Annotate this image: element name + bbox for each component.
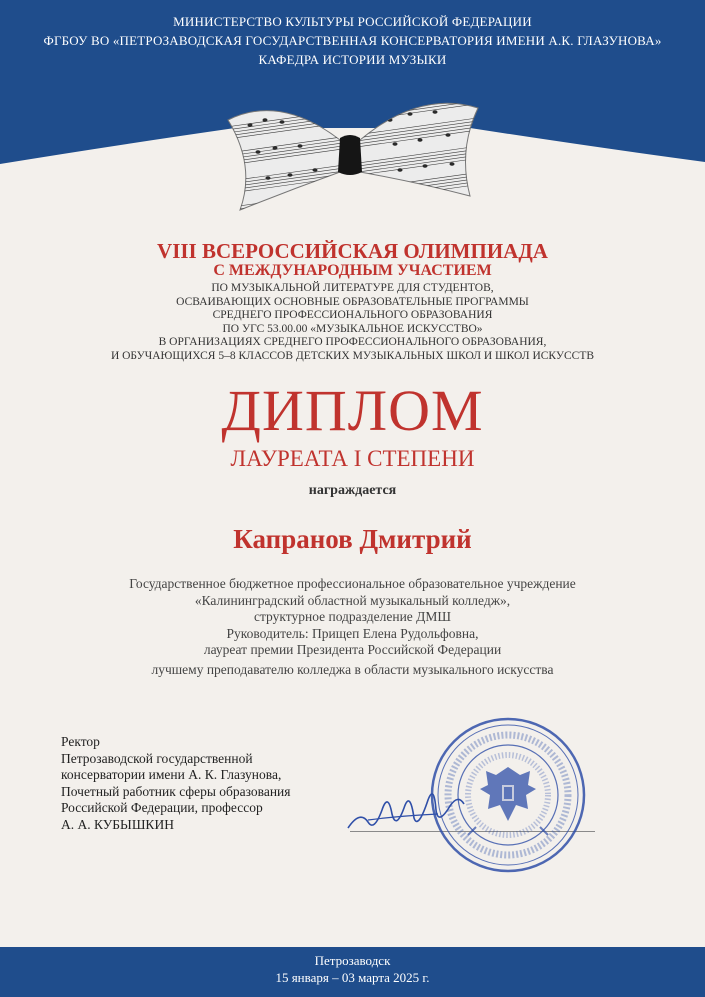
header-text bbox=[0, 12, 705, 69]
signature-icon bbox=[338, 770, 478, 840]
footer-city: Петрозаводск bbox=[314, 953, 391, 968]
description-line: ПО УГС 53.00.00 «МУЗЫКАЛЬНОЕ ИСКУССТВО» bbox=[222, 322, 483, 335]
institution-line: лучшему преподавателю колледжа в области музыкального искусства bbox=[151, 661, 554, 677]
institution-line: лауреат премии Президента Российской Федерации bbox=[203, 642, 502, 658]
ministry-line: МИНИСТЕРСТВО КУЛЬТУРЫ РОССИЙСКОЙ ФЕДЕРАЦИИ bbox=[173, 14, 532, 29]
description-line: В ОРГАНИЗАЦИЯХ СРЕДНЕГО ПРОФЕССИОНАЛЬНОГО ОБРАЗОВАНИЯ, bbox=[158, 336, 547, 349]
signer-line: А. А. КУБЫШКИН bbox=[61, 816, 174, 832]
institution-line: Руководитель: Прищеп Елена Рудольфовна, bbox=[226, 625, 479, 641]
signer-line: Ректор bbox=[61, 734, 100, 749]
description-line: ПО МУЗЫКАЛЬНОЙ ЛИТЕРАТУРЕ ДЛЯ СТУДЕНТОВ, bbox=[211, 282, 494, 294]
institution-line: Государственное бюджетное профессиональное образовательное учреждение bbox=[129, 576, 576, 591]
department-line: КАФЕДРА ИСТОРИИ МУЗЫКИ bbox=[258, 52, 447, 67]
description-line: СРЕДНЕГО ПРОФЕССИОНАЛЬНОГО ОБРАЗОВАНИЯ bbox=[212, 309, 493, 322]
olympiad-title: VIII ВСЕРОССИЙСКАЯ ОЛИМПИАДА bbox=[157, 239, 548, 263]
signer-line: консерватории имени А. К. Глазунова, bbox=[61, 767, 282, 782]
awarded-label: награждается bbox=[308, 483, 397, 498]
signer-block bbox=[61, 734, 351, 833]
institution-line: «Калининградский областной музыкальный колледж», bbox=[194, 592, 511, 608]
institution-line: ФГБОУ ВО «ПЕТРОЗАВОДСКАЯ ГОСУДАРСТВЕННАЯ КОНСЕРВАТОРИЯ ИМЕНИ А.К. ГЛАЗУНОВА» bbox=[43, 33, 662, 48]
description-line: ОСВАИВАЮЩИХ ОСНОВНЫЕ ОБРАЗОВАТЕЛЬНЫЕ ПРОГРАММЫ bbox=[176, 295, 529, 308]
signer-line: Петрозаводской государственной bbox=[61, 750, 253, 766]
diploma-degree: ЛАУРЕАТА I СТЕПЕНИ bbox=[230, 446, 475, 471]
bowtie-sheet-music-icon bbox=[220, 80, 485, 215]
diploma-title: ДИПЛОМ bbox=[221, 378, 484, 443]
signer-line: Российской Федерации, профессор bbox=[61, 800, 263, 815]
footer-dates: 15 января – 03 марта 2025 г. bbox=[275, 970, 430, 985]
recipient-institution bbox=[0, 576, 705, 679]
signer-line: Почетный работник сферы образования bbox=[61, 783, 291, 799]
footer-text bbox=[0, 952, 705, 986]
olympiad-subtitle: С МЕЖДУНАРОДНЫМ УЧАСТИЕМ bbox=[213, 262, 492, 279]
recipient-name: Капранов Дмитрий bbox=[233, 524, 472, 554]
olympiad-description bbox=[0, 282, 705, 364]
institution-line: структурное подразделение ДМШ bbox=[253, 609, 451, 625]
description-line: И ОБУЧАЮЩИХСЯ 5–8 КЛАССОВ ДЕТСКИХ МУЗЫКАЛЬНЫХ ШКОЛ И ШКОЛ ИСКУССТВ bbox=[110, 349, 595, 362]
